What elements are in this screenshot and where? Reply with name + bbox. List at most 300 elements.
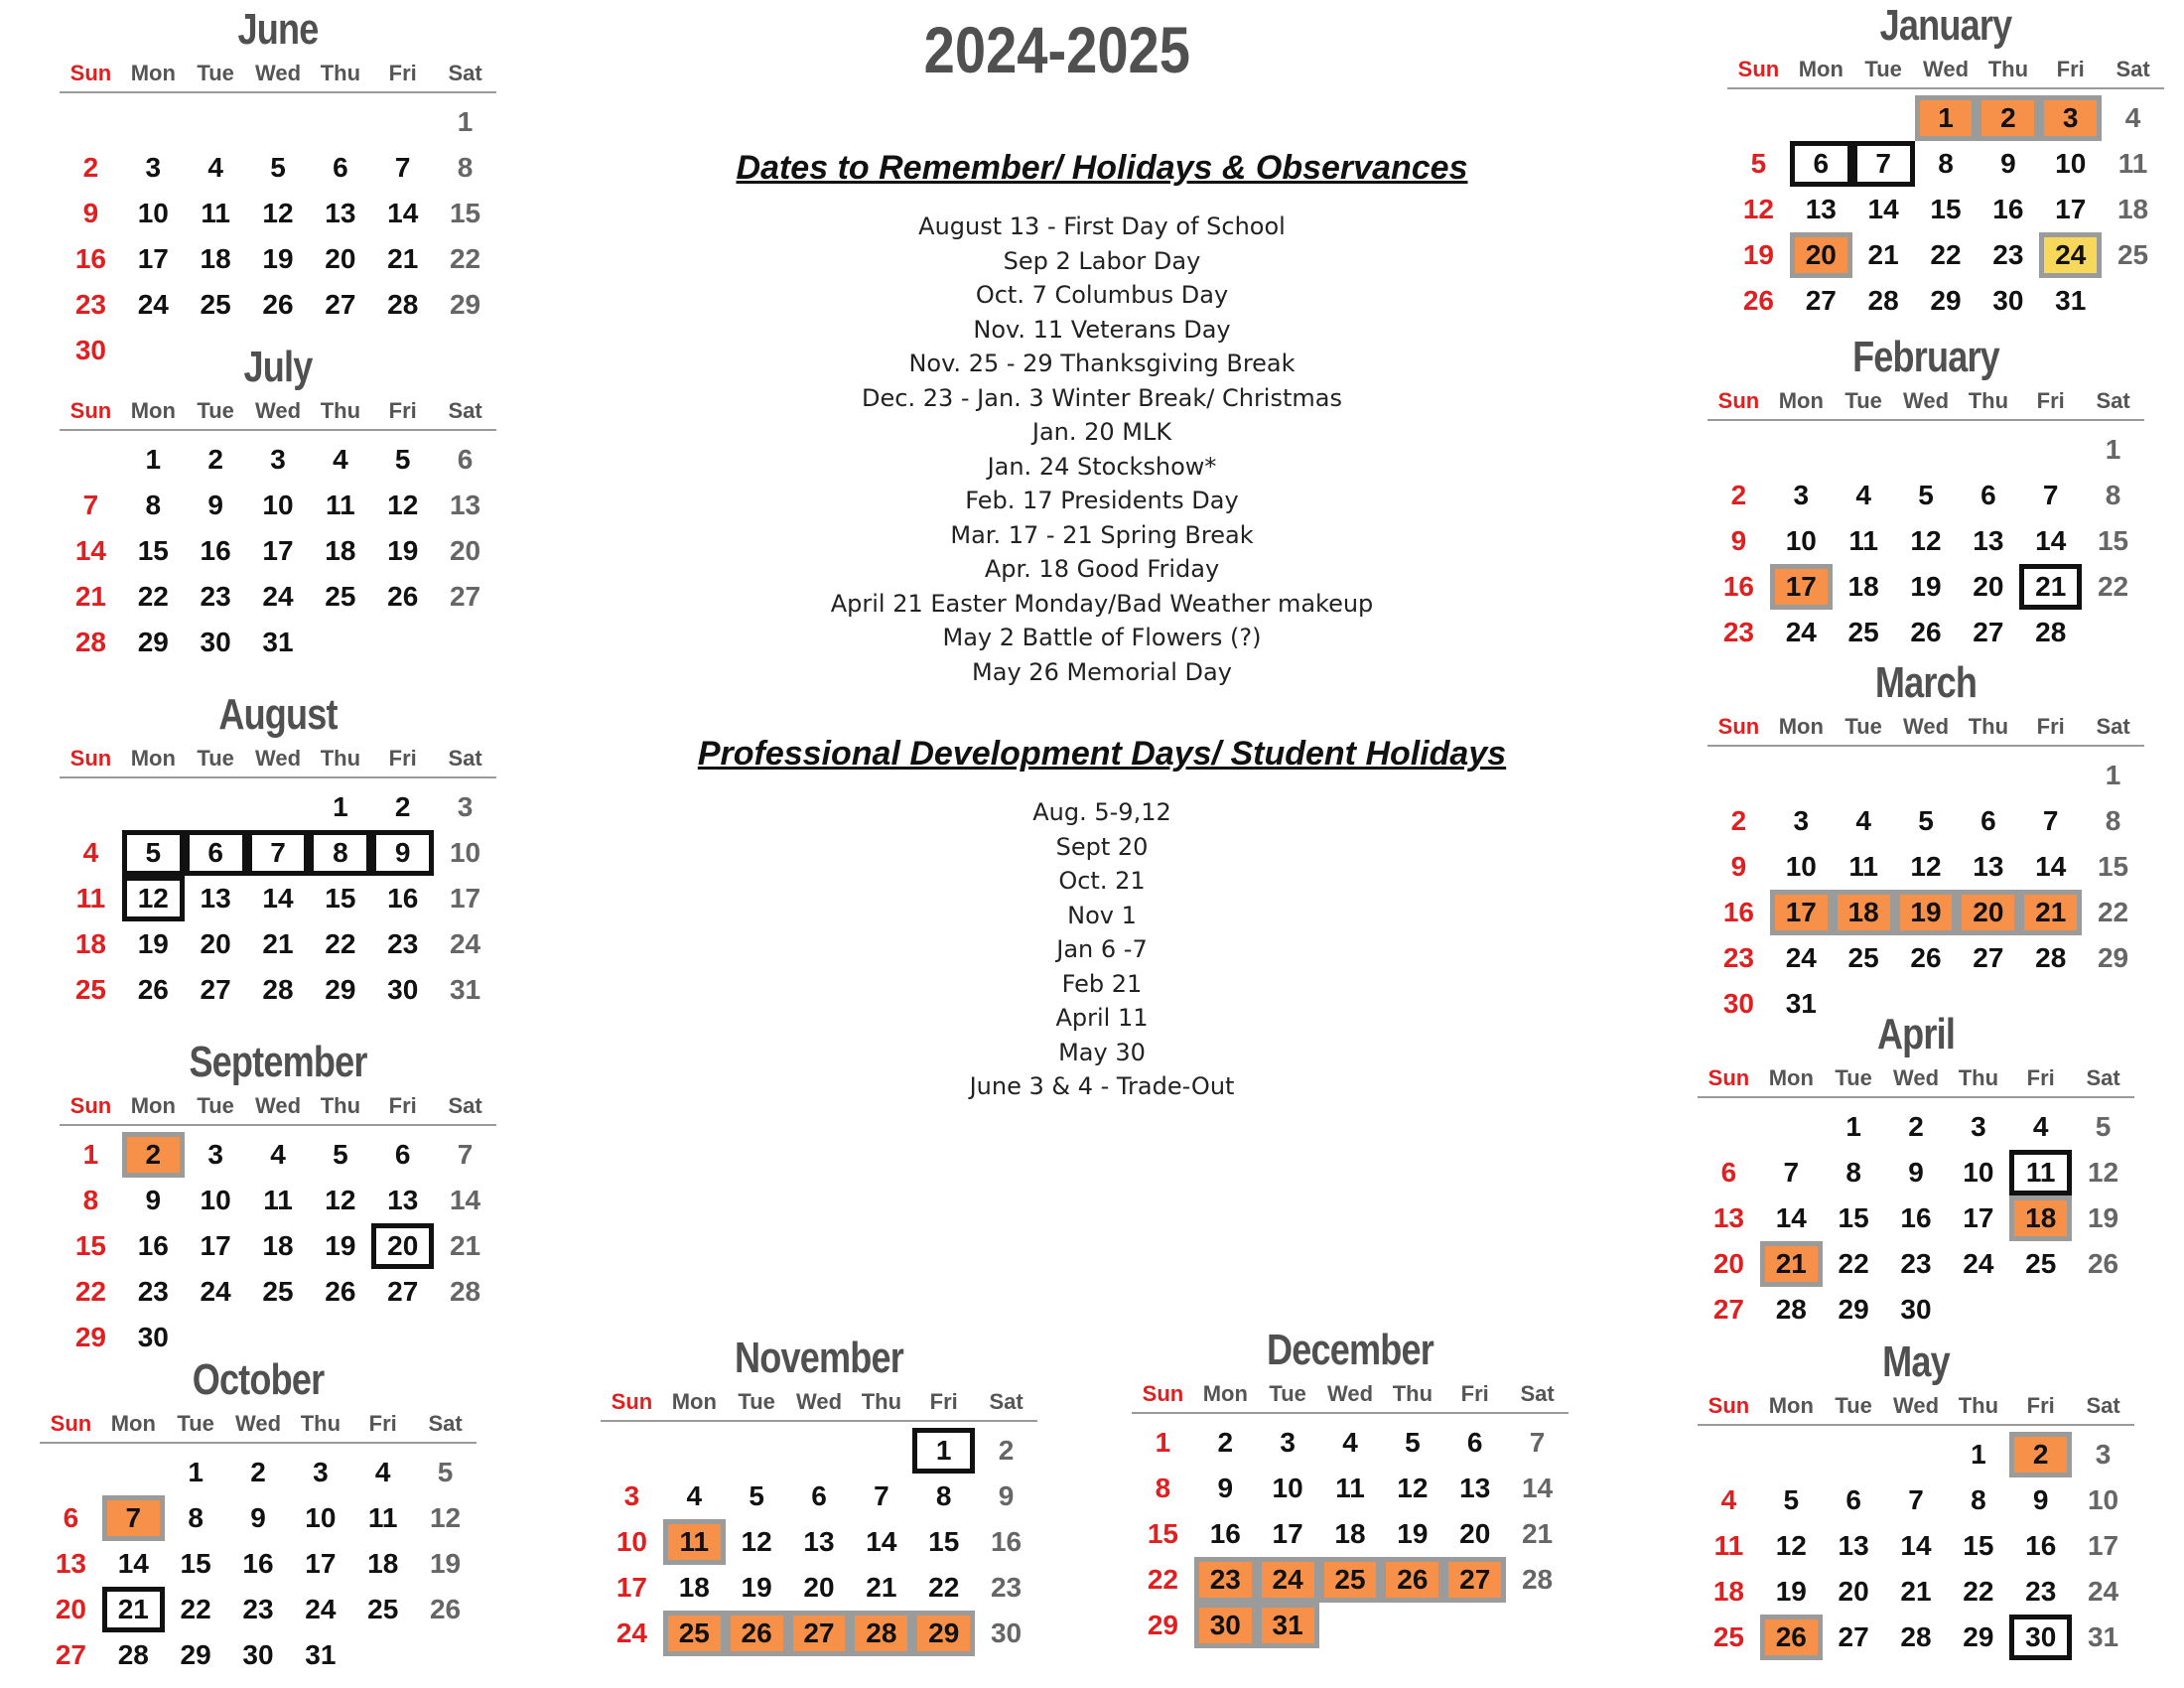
day-cell: 6 [1980, 480, 1996, 510]
day-grid [1698, 1432, 2134, 1660]
month-july [60, 342, 496, 665]
weekday-label: Mon [1768, 1065, 1814, 1090]
day-cell: 16 [990, 1526, 1023, 1557]
day-cell: 20 [371, 1223, 434, 1269]
day-cell: 8 [935, 1480, 952, 1511]
day-cell: 23 [137, 1276, 169, 1307]
weekday-label: Mon [1768, 1393, 1814, 1418]
weekday-label: Sat [428, 1411, 463, 1436]
day-cell: 21 [1900, 1576, 1932, 1607]
pd_dates-item: Jan 6 -7 [1056, 935, 1148, 963]
day-cell: 7 [874, 1480, 889, 1511]
day-cell: 17 [1770, 564, 1833, 610]
day-cell: 3 [623, 1480, 640, 1511]
day-cell: 23 [1900, 1248, 1932, 1279]
day-cell: 26 [1910, 942, 1942, 973]
day-cell: 21 [262, 928, 294, 959]
month-september [60, 1037, 496, 1360]
day-cell: 1 [2105, 760, 2121, 790]
day-cell: 14 [387, 198, 419, 228]
calendar-title: 2024-2025 [923, 13, 1191, 86]
day-cell: 22 [74, 1276, 106, 1307]
empty-cell [247, 784, 310, 830]
month-name: October [192, 1355, 325, 1404]
day-cell: 22 [2097, 571, 2129, 602]
day-cell: 2 [207, 444, 223, 475]
day-cell: 18 [325, 535, 356, 566]
day-cell: 11 [663, 1519, 726, 1565]
day-cell: 13 [449, 490, 481, 520]
day-cell: 29 [1930, 285, 1962, 316]
dates-item: Feb. 17 Presidents Day [965, 487, 1239, 514]
day-cell: 7 [2042, 805, 2059, 836]
day-cell: 28 [2035, 617, 2067, 647]
day-cell: 15 [2097, 525, 2129, 556]
day-cell: 15 [74, 1230, 106, 1261]
day-cell: 3 [2039, 95, 2102, 141]
weekday-header [1727, 52, 2164, 89]
day-cell: 28 [449, 1276, 481, 1307]
day-cell: 7 [247, 830, 310, 876]
day-cell: 9 [2032, 1484, 2049, 1515]
month-january [1727, 0, 2164, 324]
weekday-label: Fri [929, 1389, 958, 1414]
weekday-label: Mon [671, 1389, 717, 1414]
empty-cell [1833, 753, 1895, 798]
empty-cell [60, 437, 122, 483]
month-may [1698, 1336, 2134, 1660]
day-cell: 9 [207, 490, 223, 520]
day-cell: 10 [2087, 1484, 2119, 1515]
day-cell: 23 [1722, 617, 1754, 647]
pd_dates-item: May 30 [1058, 1038, 1146, 1066]
day-cell: 21 [449, 1230, 481, 1261]
day-cell: 31 [2055, 285, 2087, 316]
empty-cell [102, 1450, 165, 1495]
pd_dates-item: June 3 & 4 - Trade-Out [969, 1072, 1235, 1100]
month-name: December [1267, 1326, 1433, 1374]
weekday-label: Wed [254, 398, 302, 423]
day-cell: 9 [1730, 525, 1747, 556]
day-cell: 31 [262, 627, 294, 657]
day-cell: 8 [1155, 1473, 1171, 1503]
day-cell: 15 [137, 535, 169, 566]
day-cell: 16 [1992, 194, 2024, 224]
weekday-label: Thu [320, 61, 361, 85]
day-cell: 31 [1785, 988, 1817, 1019]
weekday-label: Sun [69, 398, 112, 423]
day-cell: 3 [1971, 1111, 1986, 1142]
day-cell: 8 [1971, 1484, 1986, 1515]
day-cell: 1 [333, 791, 348, 822]
day-cell: 18 [74, 928, 106, 959]
month-name: July [243, 343, 313, 391]
day-cell: 5 [122, 830, 185, 876]
pd_dates-item: Aug. 5-9,12 [1032, 798, 1171, 826]
empty-cell [60, 99, 122, 145]
day-cell: 21 [74, 581, 106, 612]
day-grid [1698, 1104, 2134, 1333]
day-grid [1727, 95, 2164, 324]
weekday-label: Mon [110, 1411, 156, 1436]
weekday-label: Tue [1269, 1381, 1306, 1406]
day-cell: 25 [74, 974, 106, 1005]
dates-item: May 26 Memorial Day [972, 657, 1232, 686]
weekday-label: Sun [50, 1411, 92, 1436]
day-cell: 9 [1908, 1157, 1924, 1188]
weekday-label: Sun [1737, 57, 1780, 81]
day-cell: 26 [387, 581, 419, 612]
month-name: June [237, 5, 319, 54]
month-name: February [1852, 333, 1999, 381]
dates-item: Nov. 25 - 29 Thanksgiving Break [908, 350, 1296, 377]
weekday-label: Sat [2086, 1065, 2120, 1090]
empty-cell [1790, 95, 1852, 141]
day-cell: 23 [1194, 1557, 1257, 1603]
day-cell: 17 [1963, 1202, 1994, 1233]
day-cell: 15 [928, 1526, 960, 1557]
day-cell: 18 [262, 1230, 294, 1261]
month-october [40, 1354, 477, 1678]
empty-cell [2019, 753, 2082, 798]
weekday-label: Sun [69, 1093, 112, 1118]
day-cell: 22 [137, 581, 169, 612]
day-cell: 19 [1910, 571, 1942, 602]
day-cell: 16 [242, 1548, 274, 1579]
empty-cell [1957, 427, 2019, 473]
day-cell: 10 [1963, 1157, 1994, 1188]
day-cell: 3 [2095, 1439, 2112, 1470]
pd_dates-item: April 11 [1055, 1004, 1149, 1032]
dates-item: Jan. 24 Stockshow* [987, 452, 1217, 481]
day-cell: 10 [1785, 851, 1817, 882]
day-cell: 3 [457, 791, 474, 822]
day-cell: 13 [200, 883, 231, 914]
day-grid [60, 99, 496, 373]
weekday-label: Sat [2116, 57, 2150, 81]
weekday-label: Wed [254, 746, 302, 771]
month-name: January [1879, 1, 2012, 50]
weekday-header [1698, 1388, 2134, 1426]
day-cell: 15 [325, 883, 356, 914]
empty-cell [2019, 427, 2082, 473]
day-cell: 18 [1712, 1576, 1744, 1607]
empty-cell [1895, 753, 1958, 798]
day-cell: 2 [82, 152, 99, 183]
day-cell: 24 [305, 1594, 337, 1624]
day-cell: 17 [449, 883, 481, 914]
day-cell: 1 [1971, 1439, 1986, 1470]
day-cell: 4 [686, 1480, 703, 1511]
day-cell: 23 [990, 1572, 1023, 1603]
day-cell: 11 [2009, 1150, 2072, 1196]
day-cell: 22 [1838, 1248, 1869, 1279]
weekday-label: Fri [388, 1093, 417, 1118]
day-cell: 16 [387, 883, 419, 914]
day-cell: 19 [387, 535, 419, 566]
month-november [601, 1333, 1037, 1656]
day-cell: 13 [1459, 1473, 1491, 1503]
day-cell: 12 [1910, 851, 1942, 882]
day-cell: 11 [1848, 525, 1878, 556]
day-cell: 5 [437, 1457, 454, 1487]
weekday-label: Wed [254, 1093, 302, 1118]
day-cell: 7 [394, 152, 411, 183]
day-cell: 11 [326, 490, 355, 520]
day-cell: 13 [1712, 1202, 1744, 1233]
day-cell: 14 [449, 1185, 481, 1215]
weekday-label: Tue [197, 61, 234, 85]
day-cell: 6 [811, 1480, 827, 1511]
weekday-label: Thu [861, 1389, 902, 1414]
day-cell: 24 [1963, 1248, 1994, 1279]
pd-list [635, 795, 1569, 1104]
day-cell: 30 [242, 1639, 274, 1670]
dates-list [635, 210, 1569, 689]
day-cell: 27 [449, 581, 481, 612]
day-cell: 20 [1459, 1518, 1491, 1549]
day-cell: 24 [1257, 1557, 1319, 1603]
day-cell: 7 [457, 1139, 474, 1170]
day-cell: 4 [207, 152, 223, 183]
day-cell: 1 [82, 1139, 99, 1170]
day-cell: 11 [75, 883, 106, 914]
day-cell: 28 [262, 974, 294, 1005]
day-cell: 14 [1775, 1202, 1807, 1233]
weekday-label: Wed [234, 1411, 282, 1436]
weekday-header [60, 741, 496, 778]
weekday-label: Fri [1460, 1381, 1489, 1406]
pd_dates-item: Nov 1 [1067, 901, 1137, 929]
empty-cell [1885, 1432, 1948, 1477]
day-cell: 28 [1900, 1621, 1932, 1652]
empty-cell [247, 99, 310, 145]
day-cell: 15 [1838, 1202, 1869, 1233]
day-cell: 7 [1783, 1157, 1800, 1188]
day-cell: 19 [741, 1572, 772, 1603]
day-cell: 27 [788, 1611, 851, 1656]
month-name: November [735, 1334, 903, 1382]
day-cell: 14 [2035, 851, 2067, 882]
day-cell: 16 [2025, 1530, 2057, 1561]
pd-section [635, 735, 1569, 1104]
day-cell: 8 [188, 1502, 204, 1533]
weekday-label: Thu [1968, 714, 2009, 739]
day-cell: 2 [1730, 480, 1747, 510]
day-grid [1707, 753, 2144, 1027]
weekday-label: Fri [2056, 57, 2085, 81]
day-cell: 30 [2009, 1615, 2072, 1660]
day-cell: 15 [1930, 194, 1962, 224]
day-cell: 9 [1730, 851, 1747, 882]
day-cell: 12 [387, 490, 419, 520]
empty-cell [1770, 427, 1833, 473]
empty-cell [122, 784, 185, 830]
empty-cell [788, 1428, 851, 1474]
empty-cell [185, 99, 247, 145]
day-cell: 6 [394, 1139, 411, 1170]
weekday-label: Sun [1707, 1065, 1750, 1090]
day-cell: 17 [262, 535, 294, 566]
day-cell: 14 [262, 883, 294, 914]
weekday-label: Sat [448, 1093, 482, 1118]
day-cell: 25 [325, 581, 356, 612]
day-cell: 18 [367, 1548, 399, 1579]
day-cell: 25 [262, 1276, 294, 1307]
dates-item: Dec. 23 - Jan. 3 Winter Break/ Christmas [862, 383, 1342, 412]
dates-heading: Dates to Remember/ Holidays & Observances [736, 149, 1468, 187]
day-cell: 4 [270, 1139, 286, 1170]
day-cell: 31 [1257, 1603, 1319, 1648]
day-cell: 28 [117, 1639, 149, 1670]
day-cell: 19 [429, 1548, 462, 1579]
day-cell: 2 [2009, 1432, 2072, 1477]
day-cell: 22 [325, 928, 356, 959]
month-august [60, 689, 496, 1013]
day-cell: 9 [1217, 1473, 1234, 1503]
day-cell: 12 [325, 1185, 356, 1215]
empty-cell [726, 1428, 788, 1474]
day-cell: 30 [200, 627, 231, 657]
day-cell: 23 [2025, 1576, 2057, 1607]
weekday-label: Tue [1835, 1393, 1872, 1418]
day-cell: 4 [1720, 1484, 1737, 1515]
day-cell: 17 [2087, 1530, 2119, 1561]
day-cell: 25 [663, 1611, 726, 1656]
day-cell: 1 [2105, 434, 2121, 465]
day-cell: 10 [2055, 148, 2087, 179]
day-cell: 5 [394, 444, 411, 475]
day-cell: 8 [2105, 805, 2121, 836]
day-cell: 24 [2039, 232, 2102, 278]
day-cell: 8 [2105, 480, 2121, 510]
empty-cell [1698, 1104, 1760, 1150]
day-cell: 9 [371, 830, 434, 876]
weekday-label: Tue [197, 398, 234, 423]
month-name: April [1876, 1010, 1956, 1058]
empty-cell [1760, 1432, 1823, 1477]
empty-cell [1770, 753, 1833, 798]
day-cell: 3 [207, 1139, 223, 1170]
day-cell: 6 [1720, 1157, 1737, 1188]
day-cell: 26 [262, 289, 294, 320]
weekday-label: Wed [1902, 388, 1950, 413]
day-cell: 17 [615, 1572, 647, 1603]
day-cell: 4 [1855, 480, 1871, 510]
weekday-label: Fri [2026, 1065, 2055, 1090]
dates-item: April 21 Easter Monday/Bad Weather makeup [830, 589, 1374, 618]
day-cell: 8 [457, 152, 474, 183]
pd-heading: Professional Development Days/ Student Holidays [697, 735, 1507, 773]
weekday-header [60, 56, 496, 93]
day-cell: 25 [2116, 239, 2149, 270]
day-cell: 29 [137, 627, 169, 657]
day-cell: 19 [1397, 1518, 1429, 1549]
month-name: May [1882, 1337, 1950, 1386]
day-cell: 25 [367, 1594, 399, 1624]
day-cell: 8 [82, 1185, 99, 1215]
day-cell: 25 [1847, 617, 1879, 647]
weekday-header [40, 1406, 477, 1444]
day-cell: 13 [1973, 851, 2004, 882]
day-cell: 18 [1334, 1518, 1366, 1549]
month-march [1707, 657, 2144, 1027]
day-cell: 10 [262, 490, 294, 520]
day-cell: 11 [263, 1185, 293, 1215]
day-cell: 26 [325, 1276, 356, 1307]
day-cell: 12 [1397, 1473, 1429, 1503]
day-cell: 21 [1760, 1241, 1823, 1287]
day-cell: 6 [1980, 805, 1996, 836]
day-cell: 20 [325, 243, 356, 274]
day-cell: 13 [1973, 525, 2004, 556]
day-cell: 25 [2025, 1248, 2057, 1279]
empty-cell [1727, 95, 1790, 141]
day-cell: 31 [305, 1639, 337, 1670]
day-cell: 12 [2087, 1157, 2119, 1188]
day-grid [60, 437, 496, 665]
day-cell: 30 [387, 974, 419, 1005]
day-cell: 28 [74, 627, 106, 657]
empty-cell [185, 784, 247, 830]
day-cell: 11 [1848, 851, 1878, 882]
day-cell: 31 [449, 974, 481, 1005]
weekday-label: Sun [69, 61, 112, 85]
day-grid [60, 1132, 496, 1360]
day-cell: 26 [726, 1611, 788, 1656]
day-cell: 4 [82, 837, 99, 868]
empty-cell [309, 99, 371, 145]
day-cell: 16 [1722, 897, 1754, 927]
weekday-label: Wed [254, 61, 302, 85]
month-name: September [189, 1038, 367, 1086]
day-cell: 12 [429, 1502, 462, 1533]
weekday-label: Tue [1844, 388, 1882, 413]
day-cell: 14 [866, 1526, 897, 1557]
day-cell: 6 [1790, 141, 1852, 187]
day-cell: 28 [1521, 1564, 1554, 1595]
weekday-label: Thu [1987, 57, 2029, 81]
weekday-label: Fri [368, 1411, 397, 1436]
weekday-label: Sun [1142, 1381, 1184, 1406]
day-cell: 7 [1908, 1484, 1924, 1515]
day-cell: 29 [74, 1322, 106, 1352]
day-cell: 26 [2087, 1248, 2119, 1279]
weekday-label: Sat [989, 1389, 1024, 1414]
day-cell: 28 [850, 1611, 912, 1656]
day-cell: 20 [1712, 1248, 1744, 1279]
day-cell: 19 [2087, 1202, 2119, 1233]
day-cell: 22 [449, 243, 481, 274]
day-cell: 1 [145, 444, 162, 475]
weekday-label: Sun [1707, 1393, 1750, 1418]
day-cell: 17 [1272, 1518, 1303, 1549]
day-cell: 9 [2000, 148, 2016, 179]
day-cell: 4 [374, 1457, 391, 1487]
day-cell: 30 [74, 335, 106, 365]
day-cell: 24 [2087, 1576, 2119, 1607]
day-cell: 17 [200, 1230, 231, 1261]
weekday-label: Mon [130, 1093, 176, 1118]
month-april [1698, 1009, 2134, 1333]
day-cell: 30 [1900, 1294, 1932, 1325]
day-cell: 10 [305, 1502, 337, 1533]
day-cell: 1 [1915, 95, 1978, 141]
weekday-label: Thu [1958, 1393, 1999, 1418]
day-cell: 18 [200, 243, 231, 274]
weekday-label: Sun [1717, 388, 1760, 413]
day-cell: 27 [55, 1639, 86, 1670]
